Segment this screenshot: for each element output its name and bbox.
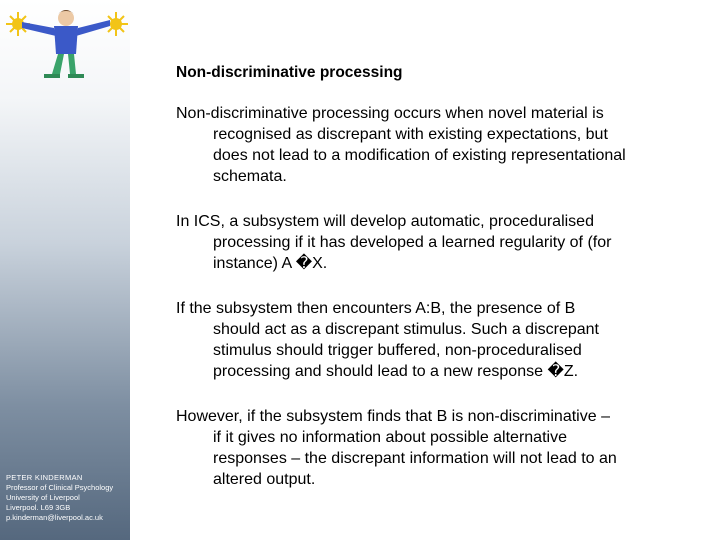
contact-address: Liverpool. L69 3GB (6, 503, 71, 512)
contact-email[interactable]: p.kinderman@liverpool.ac.uk (6, 513, 103, 522)
sidebar (0, 0, 130, 540)
paragraph-3: If the subsystem then encounters A:B, the presence of B should act as a discrepant stimulus. Such a discrepant stimulus should trigger buffered, non-proceduralised processing and should lead to a new response �Z. (176, 300, 599, 380)
paragraph-2: In ICS, a subsystem will develop automatic, proceduralised processing if it has developed a learned regularity of (for instance) A �X. (176, 213, 612, 272)
contact-role: Professor of Clinical Psychology (6, 483, 114, 492)
contact-name: PETER KINDERMAN (6, 473, 83, 482)
contact-institution: University of Liverpool (6, 493, 80, 502)
figure-logo-icon (4, 4, 128, 84)
paragraph-4: However, if the subsystem finds that B is non-discriminative – if it gives no information about possible alternative responses – the discrepant information will not lead to an altered output. (176, 408, 617, 488)
paragraph-1: Non-discriminative processing occurs when novel material is recognised as discrepant with existing expectations, but does not lead to a modification of existing representational schemata. (176, 105, 626, 185)
contact-block (6, 473, 128, 523)
slide-title: Non-discriminative processing (176, 64, 403, 81)
